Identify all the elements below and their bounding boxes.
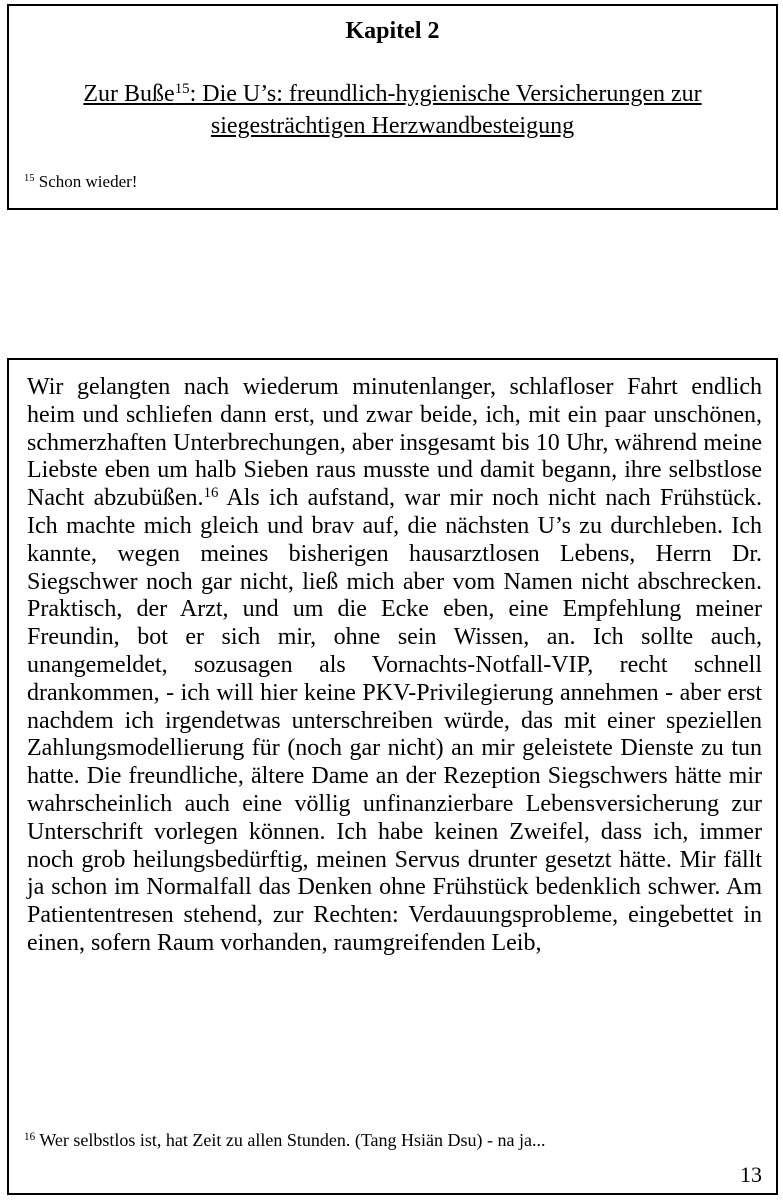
- chapter-heading-box: [7, 4, 778, 210]
- footnote-ref-15[interactable]: 15: [174, 80, 190, 97]
- page-body-box: [7, 358, 778, 1195]
- body-paragraph: [27, 374, 762, 958]
- chapter-title: Kapitel 2: [345, 18, 440, 44]
- footnote-16-marker: 16: [24, 1130, 36, 1143]
- footnote-16-text: Wer selbstlos ist, hat Zeit zu allen Stunden. (Tang Hsiän Dsu) - na ja...: [35, 1130, 546, 1150]
- paragraph-text-start: Wir gelangten nach wiederum minutenlanger, schlafloser Fahrt endlich heim und schliefen dann erst, und zwar beide, ich, mit ein paar unschönen, schmerzhaften Unterbrechungen, aber insgesamt bis 10 Uhr, während meine Liebste eben um halb Sieben raus musste und damit begann, ihre selbstlose Nacht abzubüßen.: [27, 374, 762, 512]
- footnote-15-marker: 15: [24, 173, 35, 185]
- subtitle-text-start: Zur Buße: [83, 81, 175, 107]
- subtitle-text-end: : Die U’s: freundlich-hygienische Versicherungen zur siegesträchtigen Herzwandbesteigung: [189, 81, 702, 139]
- page-number: 13: [740, 1162, 762, 1187]
- chapter-subtitle: [39, 78, 746, 142]
- footnote-15: [24, 172, 137, 192]
- footnote-16: [24, 1130, 546, 1151]
- footnote-ref-16[interactable]: 16: [203, 485, 219, 502]
- footnote-15-text: Schon wieder!: [34, 172, 138, 191]
- paragraph-text-end: Als ich aufstand, war mir noch nicht nach Frühstück. Ich machte mich gleich und brav auf, die nächsten U’s zu durchleben. Ich kannte, wegen meines bisherigen hausarztlosen Lebens, Herrn Dr. Siegschwer noch gar nicht, ließ mich aber vom Namen nicht abschrecken. Praktisch, der Arzt, und um die Ecke eben, eine Empfehlung meiner Freundin, bot er sich mir, ohne sein Wissen, an. Ich sollte auch, unangemeldet, sozusagen als Vornachts-Notfall-VIP, recht schnell drankommen, - ich will hier keine PKV-Privilegierung annehmen - aber erst nachdem ich irgendetwas unterschreiben würde, das mit einer speziellen Zahlungsmodellierung für (noch gar nicht) an mir geleistete Dienste zu tun hatte. Die freundliche, ältere Dame an der Rezeption Siegschwers hätte mir wahrscheinlich auch eine völlig unfinanzierbare Lebensversicherung zur Unterschrift vorlegen können. Ich habe keinen Zweifel, dass ich, immer noch grob heilungsbedürftig, meinen Servus drunter gesetzt hätte. Mir fällt ja schon im Normalfall das Denken ohne Frühstück bedenklich schwer. Am Patiententresen stehend, zur Rechten: Verdauungsprobleme, eingebettet in einen, sofern Raum vorhanden, raumgreifenden Leib,: [27, 485, 762, 956]
